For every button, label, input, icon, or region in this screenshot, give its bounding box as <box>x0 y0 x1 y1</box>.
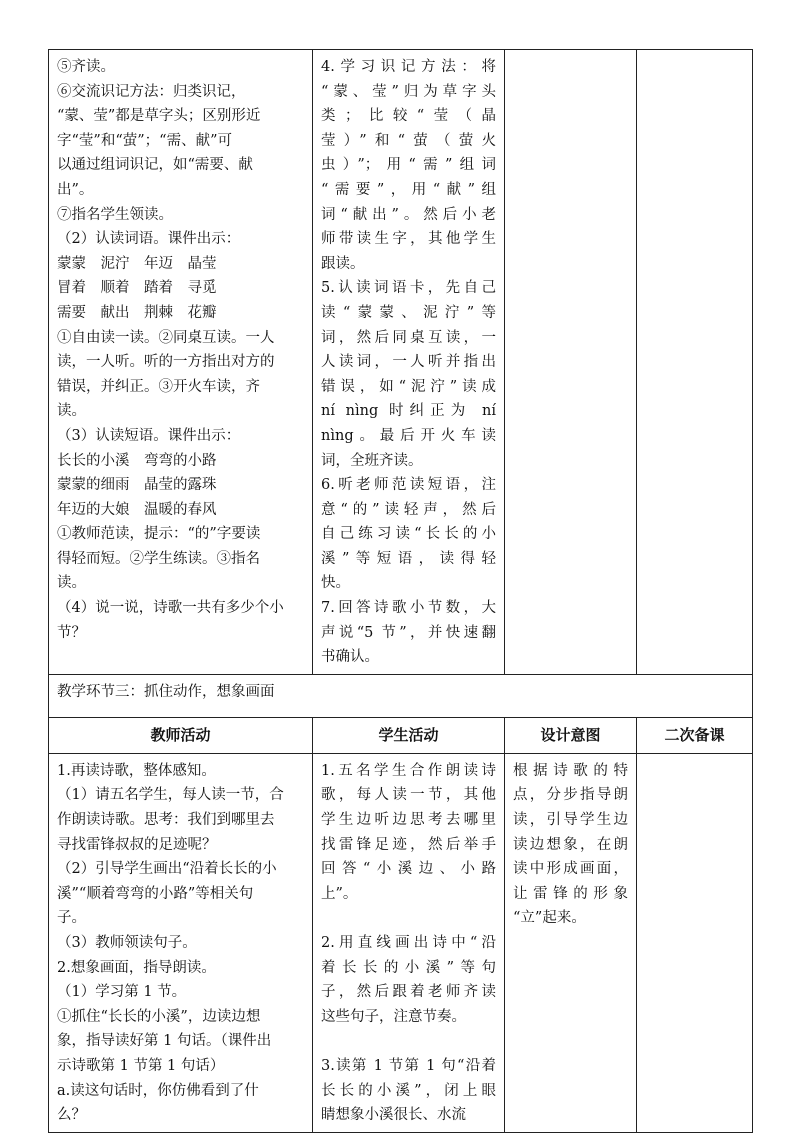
text-line: （2）认读词语。课件出示： <box>57 231 241 248</box>
text-line: 2.想象画面，指导朗读。 <box>57 959 216 976</box>
text-line: 学生边听边思考去哪里 <box>321 812 496 829</box>
text-line: 类；比较“莹（晶 <box>321 108 496 125</box>
text-line: ⑦指名学生领读。 <box>57 206 173 223</box>
text-line: 莹）”和“萤（萤火 <box>321 132 496 149</box>
text-line: 4.学习识记方法：将 <box>321 59 496 75</box>
text-line: 师带读生字，其他学生 <box>321 231 496 248</box>
text-line: 错误，如“泥泞”读成 <box>321 378 496 395</box>
text-line: 声说“5 节”，并快速翻 <box>321 624 496 641</box>
text-line: 跟读。 <box>321 255 365 272</box>
lower-intent-lines <box>513 759 628 931</box>
text-line: 词，然后同桌互读，一 <box>321 329 496 346</box>
text-line: 得轻而短。②学生练读。③指名 <box>57 550 260 567</box>
text-line: 读，引导学生边 <box>513 812 628 829</box>
text-line: ní nìng 时纠正为 ní <box>321 403 496 420</box>
upper-student-activity-cell <box>313 50 505 675</box>
text-line: 象，指导读好第 1 句话。（课件出 <box>57 1033 272 1050</box>
text-line: 3.读第 1 节第 1 句“沿着 <box>321 1057 496 1074</box>
text-line: 自己练习读“长长的小 <box>321 526 496 543</box>
text-line: 蒙蒙的细雨 晶莹的露珠 <box>57 477 217 494</box>
text-line: 长长的小溪 弯弯的小路 <box>57 452 217 469</box>
lower-student-lines <box>321 759 496 1128</box>
text-line: 节？ <box>57 624 86 641</box>
text-line: 错误，并纠正。③开火车读，齐 <box>57 378 260 395</box>
table-row <box>49 674 753 717</box>
lower-student-activity-cell <box>313 753 505 1132</box>
text-line: 么？ <box>57 1107 86 1124</box>
text-line: （1）学习第 1 节。 <box>57 984 187 1001</box>
text-line: ⑤齐读。 <box>57 59 115 75</box>
text-line: 人读词，一人听并指出 <box>321 354 496 371</box>
text-line: ①教师范读，提示：“的”字要读 <box>57 526 261 543</box>
text-line: 书确认。 <box>321 649 379 666</box>
text-line: 根据诗歌的特 <box>513 762 628 779</box>
text-line: 回答“小溪边、小路 <box>321 861 496 878</box>
text-line: ①自由读一读。②同桌互读。一人 <box>57 329 275 346</box>
text-line: 作朗读诗歌。思考：我们到哪里去 <box>57 812 275 829</box>
text-line: 词，全班齐读。 <box>321 452 423 469</box>
text-line: 需要 献出 荆棘 花瓣 <box>57 304 217 321</box>
text-line: 读中形成画面， <box>513 861 628 878</box>
header-row <box>49 717 753 753</box>
text-line: 示诗歌第 1 节第 1 句话） <box>57 1057 225 1074</box>
header-student-activity: 学生活动 <box>313 717 505 753</box>
text-line: 读，一人听。听的一方指出对方的 <box>57 354 275 371</box>
text-line: 读“蒙蒙、泥泞”等 <box>321 304 496 321</box>
text-line: “蒙、莹”都是草字头；区别形近 <box>57 108 261 125</box>
text-line: 溪”等短语，读得轻 <box>321 550 496 567</box>
text-line: a.读这句话时，你仿佛看到了什 <box>57 1082 259 1099</box>
text-line: 1.再读诗歌，整体感知。 <box>57 762 216 779</box>
text-line: 7.回答诗歌小节数，大 <box>321 600 496 617</box>
text-line: “蒙、莹”归为草字头 <box>321 83 496 100</box>
text-line: 着长长的小溪”等句 <box>321 959 496 976</box>
text-line: 睛想象小溪很长、水流 <box>321 1107 466 1124</box>
text-line: 读边想象，在朗 <box>513 836 628 853</box>
text-line: 以通过组词识记，如“需要、献 <box>57 157 253 174</box>
header-teacher-activity: 教师活动 <box>49 717 313 753</box>
text-line: 年迈的大娘 温暖的春风 <box>57 501 217 518</box>
text-line: 2.用直线画出诗中“沿 <box>321 935 496 951</box>
text-line: 5.认读词语卡，先自己 <box>321 280 496 297</box>
text-line: 歌，每人读一节，其他 <box>321 787 496 804</box>
text-line: 溪”“顺着弯弯的小路”等相关句 <box>57 885 254 902</box>
text-line: “需要”，用“献”组 <box>321 181 496 198</box>
text-line: （2）引导学生画出“沿着长长的小 <box>57 861 277 878</box>
header-secondary-prep: 二次备课 <box>637 717 753 753</box>
text-line: “立”起来。 <box>513 910 586 927</box>
text-line: 子。 <box>57 910 86 927</box>
text-line: 意“的”读轻声，然后 <box>321 501 496 518</box>
text-line: 这些句子，注意节奏。 <box>321 1008 466 1025</box>
upper-intent-cell <box>505 50 637 675</box>
text-line: 6.听老师范读短语，注 <box>321 477 496 494</box>
text-line: 寻找雷锋叔叔的足迹呢？ <box>57 836 217 853</box>
text-line: nìng。最后开火车读 <box>321 427 496 444</box>
lower-teacher-activity-cell <box>49 753 313 1132</box>
table-row <box>49 753 753 1132</box>
text-line: ⑥交流识记方法：归类识记， <box>57 83 246 100</box>
text-line: 子，然后跟着老师齐读 <box>321 984 496 1001</box>
lesson-plan-table <box>48 49 753 1133</box>
block-gap <box>321 906 496 931</box>
text-line: 1.五名学生合作朗读诗 <box>321 762 496 779</box>
text-line: 长长的小溪”，闭上眼 <box>321 1082 496 1099</box>
text-line: 读。 <box>57 403 86 420</box>
text-line: （3）认读短语。课件出示： <box>57 427 241 444</box>
lower-teacher-lines <box>57 759 304 1128</box>
text-line: 读。 <box>57 575 86 592</box>
text-line: 出”。 <box>57 181 94 198</box>
text-line: （3）教师领读句子。 <box>57 935 197 951</box>
block-gap <box>321 1029 496 1054</box>
text-line: 蒙蒙 泥泞 年迈 晶莹 <box>57 255 217 272</box>
text-line: 上”。 <box>321 885 358 902</box>
text-line: 点，分步指导朗 <box>513 787 628 804</box>
text-line: 冒着 顺着 踏着 寻觅 <box>57 280 217 297</box>
lower-secondary-cell <box>637 753 753 1132</box>
upper-teacher-activity-cell <box>49 50 313 675</box>
lower-intent-cell <box>505 753 637 1132</box>
upper-secondary-cell <box>637 50 753 675</box>
header-design-intent: 设计意图 <box>505 717 637 753</box>
stage-title: 教学环节三：抓住动作，想象画面 <box>49 674 753 717</box>
text-line: 快。 <box>321 575 350 592</box>
upper-teacher-lines <box>57 55 304 645</box>
text-line: 字“莹”和“萤”；“需、献”可 <box>57 132 232 149</box>
upper-student-lines <box>321 55 496 670</box>
text-line: 找雷锋足迹，然后举手 <box>321 836 496 853</box>
text-line: （4）说一说，诗歌一共有多少个小 <box>57 600 284 617</box>
text-line: 词“献出”。然后小老 <box>321 206 496 223</box>
text-line: 让雷锋的形象 <box>513 885 628 902</box>
text-line: ①抓住“长长的小溪”，边读边想 <box>57 1008 261 1025</box>
table-row <box>49 50 753 675</box>
text-line: 虫）”；用“需”组词 <box>321 157 496 174</box>
text-line: （1）请五名学生，每人读一节，合 <box>57 787 284 804</box>
